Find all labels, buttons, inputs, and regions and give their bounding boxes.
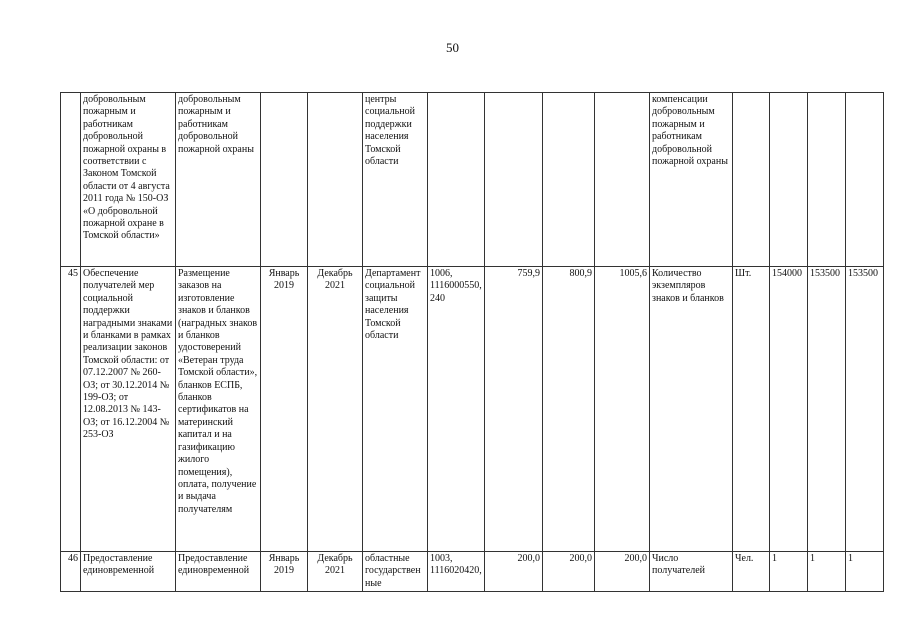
page-number: 50 [446,40,459,55]
funding-2020 [543,93,595,267]
row-number [61,93,81,267]
target-2021: 153500 [846,267,884,552]
funding-2019: 759,9 [485,267,543,552]
indicator-unit: Шт. [733,267,770,552]
funding-2019: 200,0 [485,552,543,592]
executor: областные государственные [363,552,428,592]
program-measures-table [60,92,884,592]
table-row [61,552,884,592]
table-row [61,267,884,552]
end-date [308,93,363,267]
target-2019: 1 [770,552,808,592]
measure-name: Предоставление единовременной [81,552,176,592]
budget-code: 1006, 1116000550, 240 [428,267,485,552]
target-2021: 1 [846,552,884,592]
measure-content: добровольным пожарным и работникам добровольной пожарной охраны [176,93,261,267]
executor: центры социальной поддержки населения Томской области [363,93,428,267]
measure-content: Размещение заказов на изготовление знаков и бланков (наградных знаков и бланков удостоверений «Ветеран труда Томской области», бланков ЕСПБ, бланков сертификатов на материнский капитал и на газификацию жилого помещения), оплата, получение и выдача получателям [176,267,261,552]
funding-2019 [485,93,543,267]
indicator-unit: Чел. [733,552,770,592]
funding-2020: 800,9 [543,267,595,552]
end-date: Декабрь 2021 [308,267,363,552]
indicator-name: Число получателей [650,552,733,592]
executor: Департамент социальной защиты населения Томской области [363,267,428,552]
measure-name: добровольным пожарным и работникам добровольной пожарной охраны в соответствии с Законом Томской области от 4 августа 2011 года № 150-ОЗ «О добровольной пожарной охране в Томской области» [81,93,176,267]
funding-2021: 200,0 [595,552,650,592]
start-date: Январь 2019 [261,267,308,552]
target-2020: 153500 [808,267,846,552]
measure-content: Предоставление единовременной [176,552,261,592]
budget-code [428,93,485,267]
indicator-name: Количество экземпляров знаков и бланков [650,267,733,552]
measure-name: Обеспечение получателей мер социальной поддержки наградными знаками и бланками в рамках реализации законов Томской области: от 07.12.2007 № 260-ОЗ; от 30.12.2014 № 199-ОЗ; от 12.08.2013 № 143-ОЗ; от 16.12.2004 № 253-ОЗ [81,267,176,552]
start-date: Январь 2019 [261,552,308,592]
row-number: 46 [61,552,81,592]
funding-2020: 200,0 [543,552,595,592]
indicator-name: компенсации добровольным пожарным и работникам добровольной пожарной охраны [650,93,733,267]
target-2020 [808,93,846,267]
start-date [261,93,308,267]
funding-2021 [595,93,650,267]
row-number: 45 [61,267,81,552]
funding-2021: 1005,6 [595,267,650,552]
end-date: Декабрь 2021 [308,552,363,592]
target-2019: 154000 [770,267,808,552]
budget-code: 1003, 1116020420, [428,552,485,592]
target-2020: 1 [808,552,846,592]
table-row [61,93,884,267]
indicator-unit [733,93,770,267]
target-2021 [846,93,884,267]
target-2019 [770,93,808,267]
